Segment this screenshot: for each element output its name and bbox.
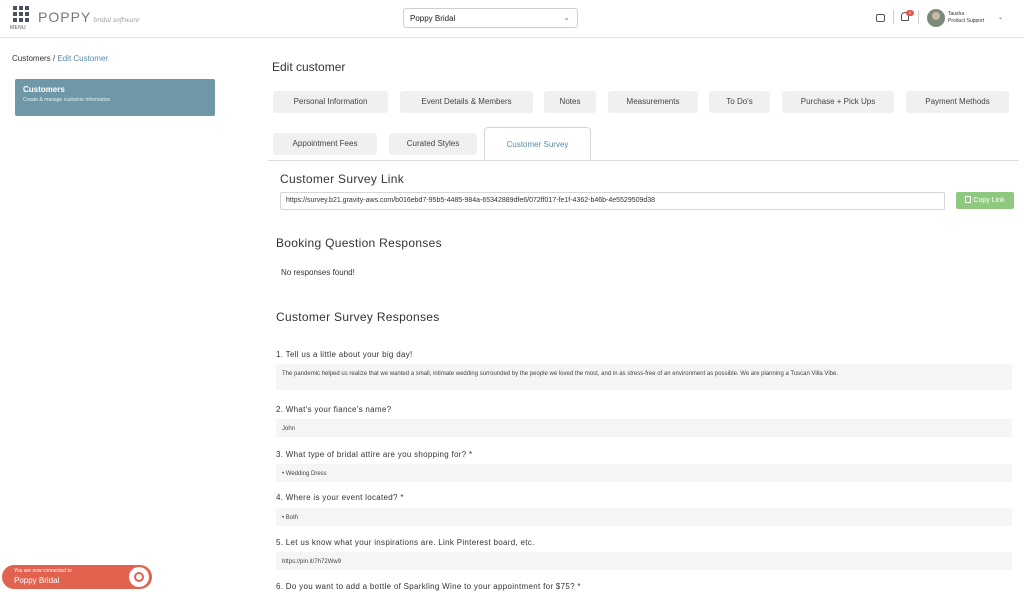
answer-text: • Wedding Dress — [276, 464, 1012, 482]
sidebar-item-title: Customers — [23, 85, 65, 94]
tab-personal-information[interactable]: Personal Information — [273, 91, 388, 113]
tab-appointment-fees[interactable]: Appointment Fees — [273, 133, 377, 155]
tab-customer-survey[interactable]: Customer Survey — [484, 127, 591, 161]
survey-responses-heading: Customer Survey Responses — [276, 310, 440, 324]
question-text: 1. Tell us a little about your big day! — [276, 350, 413, 359]
question-text: 5. Let us know what your inspirations are. Link Pinterest board, etc. — [276, 538, 535, 547]
answer-text: • Both — [276, 508, 1012, 526]
chevron-down-icon: ⌄ — [563, 13, 570, 22]
store-select-value: Poppy Bridal — [410, 14, 456, 23]
logo-text: POPPY — [38, 9, 92, 25]
question-text: 4. Where is your event located? * — [276, 493, 404, 502]
divider — [893, 10, 894, 24]
menu-label: MENU — [10, 25, 26, 31]
tab-payment-methods[interactable]: Payment Methods — [906, 91, 1009, 113]
menu-button[interactable] — [10, 6, 32, 32]
survey-link-heading: Customer Survey Link — [280, 172, 405, 186]
notification-badge: 1 — [906, 10, 914, 16]
copy-link-button[interactable] — [956, 192, 1014, 209]
answer-text: The pandemic helped us realize that we wanted a small, intimate wedding surrounded by the people we loved the most, and in as stress-free of an environment as possible. We are planning a Tuscan Villa Vibe. — [276, 364, 1012, 390]
sidebar-item-customers[interactable] — [15, 79, 215, 116]
tab-measurements[interactable]: Measurements — [608, 91, 698, 113]
booking-heading: Booking Question Responses — [276, 236, 442, 250]
tab-notes[interactable]: Notes — [544, 91, 596, 113]
copy-icon — [965, 196, 971, 203]
page-title: Edit customer — [272, 60, 346, 74]
connection-toast[interactable] — [2, 565, 152, 589]
tab-event-details[interactable]: Event Details & Members — [400, 91, 533, 113]
chat-icon[interactable] — [876, 14, 885, 22]
tab-todos[interactable]: To Do's — [709, 91, 770, 113]
avatar[interactable] — [927, 9, 945, 27]
record-icon[interactable] — [129, 567, 149, 587]
booking-empty-text: No responses found! — [281, 268, 355, 277]
tab-curated-styles[interactable]: Curated Styles — [389, 133, 477, 155]
breadcrumb-root[interactable]: Customers — [12, 54, 51, 63]
divider — [918, 10, 919, 24]
breadcrumb-separator: / — [52, 54, 56, 63]
survey-link-field[interactable]: https://survey.b21.gravity-aws.com/b016ebd7-95b5-4485-984a-65342889dfe6/072ff017-fe1f-4362-b46b-4e5529509d38 — [280, 192, 945, 210]
answer-text: https://pin.it/7h72Ww9 — [276, 552, 1012, 570]
tab-purchase-pickups[interactable]: Purchase + Pick Ups — [782, 91, 894, 113]
sidebar-item-subtitle: Create & manage customer information — [23, 97, 111, 103]
tabs-divider — [268, 160, 1019, 161]
user-name: Tausha — [948, 11, 965, 17]
top-bar — [0, 0, 1024, 38]
copy-link-label: Copy Link — [973, 197, 1005, 204]
grid-icon — [13, 6, 32, 22]
chevron-down-icon[interactable]: ⌄ — [998, 15, 1004, 21]
store-select[interactable] — [403, 8, 578, 28]
logo-subtitle: bridal software — [93, 17, 140, 24]
question-text: 3. What type of bridal attire are you shopping for? * — [276, 450, 473, 459]
logo[interactable] — [38, 9, 140, 25]
toast-line-2: Poppy Bridal — [14, 576, 60, 585]
answer-text: John — [276, 419, 1012, 437]
breadcrumb — [12, 54, 108, 63]
toast-line-1: You are now connected to — [14, 568, 72, 574]
user-role: Product Support — [948, 18, 985, 24]
question-text: 2. What's your fiance's name? — [276, 405, 392, 414]
breadcrumb-current[interactable]: Edit Customer — [57, 54, 109, 63]
question-text: 6. Do you want to add a bottle of Sparkling Wine to your appointment for $75? * — [276, 582, 581, 591]
